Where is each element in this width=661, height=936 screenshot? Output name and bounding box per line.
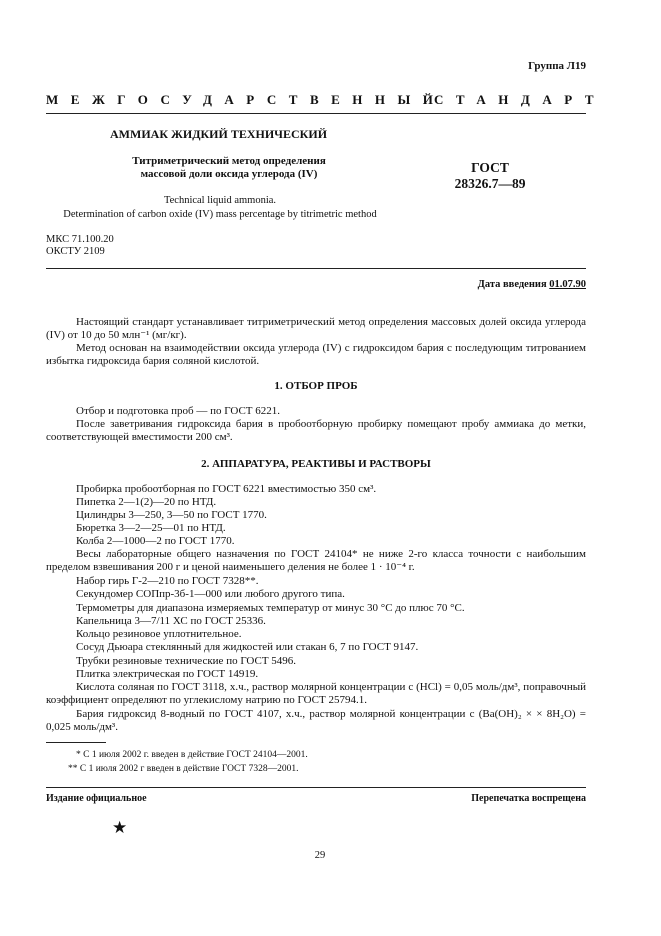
effective-date — [478, 279, 586, 290]
apparatus-item: Цилиндры 3—250, 3—50 по ГОСТ 1770. — [76, 509, 267, 521]
footnote-1: * С 1 июля 2002 г. введен в действие ГОСТ 24104—2001. — [76, 750, 308, 760]
apparatus-item: Пробирка пробоотборная по ГОСТ 6221 вместимостью 350 см³. — [76, 483, 377, 495]
section-1-paragraph-2: После заветривания гидроксида бария в пробоотборную пробирку помещают пробу аммиака до метки, соответствующей вместимости 200 см³. — [46, 418, 586, 443]
document-subtitle — [110, 155, 348, 181]
footnote-rule — [46, 742, 106, 743]
standard-label: СТАНДАРТ — [434, 92, 607, 107]
acid-paragraph: Кислота соляная по ГОСТ 3118, х.ч., раствор молярной концентрации c (HCl) = 0,05 моль/дм³, поправочный коэффициент определяют по углекислому натрию по ГОСТ 25794.1. — [46, 681, 586, 706]
section-2-heading: 2. АППАРАТУРА, РЕАКТИВЫ И РАСТВОРЫ — [201, 458, 431, 470]
footer-rule — [46, 787, 586, 788]
intro-paragraph-2: Метод основан на взаимодействии оксида углерода (IV) с гидроксидом бария с последующим титрованием избытка гидроксида бария соляной кислотой. — [46, 342, 586, 367]
date-rule — [46, 268, 586, 269]
apparatus-item: Сосуд Дьюара стеклянный для жидкостей или стакан 6, 7 по ГОСТ 9147. — [76, 641, 419, 653]
classification-codes — [46, 234, 114, 258]
gost-label: ГОСТ — [471, 160, 509, 175]
apparatus-item: Термометры для диапазона измеряемых температур от минус 30 °С до плюс 70 °С. — [76, 602, 465, 614]
intro-paragraph-1: Настоящий стандарт устанавливает титриметрический метод определения массовых долей оксида углерода (IV) от 10 до 50 млн⁻¹ (мг/кг). — [46, 316, 586, 341]
star-icon: ★ — [112, 818, 128, 837]
subtitle-line-2: массовой доли оксида углерода (IV) — [140, 168, 318, 180]
gost-code: 28326.7—89 — [454, 176, 526, 191]
interstate-label: МЕЖГОСУДАРСТВЕННЫЙ — [46, 92, 446, 107]
reprint-prohibited-label: Перепечатка воспрещена — [471, 793, 586, 804]
mks-code: МКС 71.100.20 — [46, 234, 114, 245]
apparatus-item: Кольцо резиновое уплотнительное. — [76, 628, 242, 640]
apparatus-item: Плитка электрическая по ГОСТ 14919. — [76, 668, 259, 680]
barium-paragraph: Бария гидроксид 8-водный по ГОСТ 4107, х.ч., раствор молярной концентрации c (Ba(OH)₂ × × 8H₂O) = 0,025 моль/дм³. — [46, 708, 586, 733]
scales-paragraph: Весы лабораторные общего назначения по ГОСТ 24104* не ниже 2-го класса точности с наибольшим пределом взвешивания 200 г и ценой наименьшего деления не более 1 · 10⁻⁴ г. — [46, 548, 586, 573]
official-edition-label: Издание официальное — [46, 793, 147, 804]
document-title: АММИАК ЖИДКИЙ ТЕХНИЧЕСКИЙ — [110, 127, 328, 141]
subtitle-line-1: Титриметрический метод определения — [132, 155, 326, 167]
apparatus-item: Пипетка 2—1(2)—20 по НТД. — [76, 496, 217, 508]
apparatus-item: Колба 2—1000—2 по ГОСТ 1770. — [76, 535, 235, 547]
apparatus-item: Трубки резиновые технические по ГОСТ 5496. — [76, 655, 297, 667]
english-title-line-1: Technical liquid ammonia. — [163, 195, 277, 206]
gost-number — [440, 160, 540, 192]
section-1-paragraph-1: Отбор и подготовка проб — по ГОСТ 6221. — [76, 405, 280, 417]
section-1-heading: 1. ОТБОР ПРОБ — [274, 380, 358, 392]
apparatus-item: Капельница 3—7/11 ХС по ГОСТ 25336. — [76, 615, 266, 627]
okstu-code: ОКСТУ 2109 — [46, 246, 105, 257]
group-code: Группа Л19 — [528, 60, 586, 72]
apparatus-item: Бюретка 3—2—25—01 по НТД. — [76, 522, 226, 534]
header-rule — [46, 113, 586, 114]
english-title — [30, 194, 410, 222]
apparatus-item: Набор гирь Г-2—210 по ГОСТ 7328**. — [76, 575, 259, 587]
page-number: 29 — [314, 850, 326, 861]
english-title-line-2: Determination of carbon oxide (IV) mass percentage by titrimetric method — [63, 209, 377, 220]
date-value: 01.07.90 — [549, 279, 586, 290]
footnote-2: ** С 1 июля 2002 г введен в действие ГОСТ 7328—2001. — [68, 764, 299, 774]
date-label: Дата введения — [477, 279, 547, 290]
apparatus-item: Секундомер СОПпр-3б-1—000 или любого другого типа. — [76, 588, 345, 600]
